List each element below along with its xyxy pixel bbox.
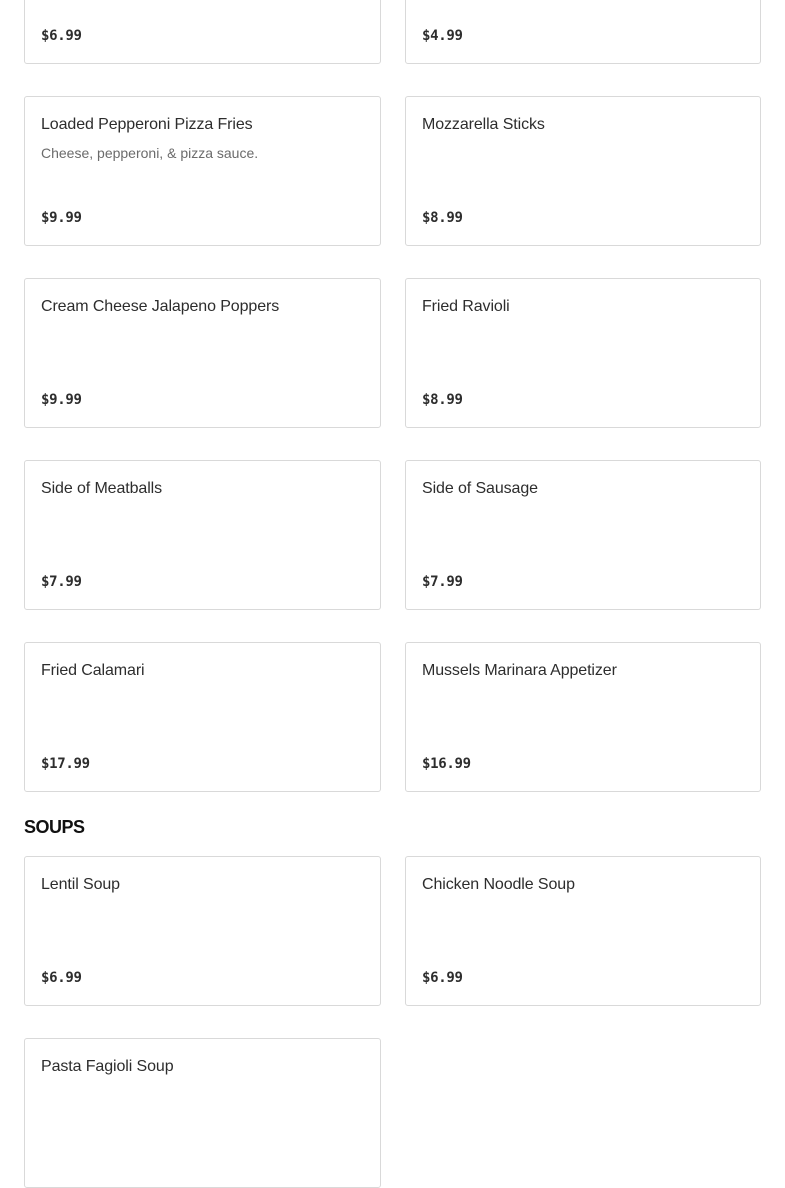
item-price: $7.99 (422, 574, 463, 590)
item-name: Lentil Soup (41, 876, 120, 893)
menu-item-card[interactable] (24, 460, 381, 610)
item-name: Fried Ravioli (422, 298, 510, 315)
menu-item-card[interactable] (24, 856, 381, 1006)
item-name: Cream Cheese Jalapeno Poppers (41, 298, 280, 315)
item-name: Loaded Pepperoni Pizza Fries (41, 116, 253, 133)
menu-item-card[interactable] (405, 96, 761, 246)
item-name: Side of Sausage (422, 480, 538, 497)
menu-item-card[interactable] (24, 642, 381, 792)
item-price: $17.99 (41, 756, 90, 772)
item-name: Mussels Marinara Appetizer (422, 662, 617, 679)
item-name: Pasta Fagioli Soup (41, 1058, 174, 1075)
item-price: $6.99 (422, 970, 463, 986)
menu-item-card[interactable] (405, 278, 761, 428)
menu-item-card[interactable] (24, 96, 381, 246)
item-price: $8.99 (422, 210, 463, 226)
menu-item-card[interactable] (24, 0, 381, 64)
menu-item-card[interactable] (405, 642, 761, 792)
item-price: $16.99 (422, 756, 471, 772)
item-description: Cheese, pepperoni, & pizza sauce. (41, 145, 259, 161)
item-name: Chicken Noodle Soup (422, 876, 575, 893)
menu-item-card[interactable] (405, 460, 761, 610)
menu-item-card[interactable] (405, 0, 761, 64)
menu-item-card[interactable] (24, 1038, 381, 1188)
item-price: $9.99 (41, 210, 82, 226)
menu-item-card[interactable] (24, 278, 381, 428)
item-name: Fried Calamari (41, 662, 145, 679)
item-price: $9.99 (41, 392, 82, 408)
item-price: $6.99 (41, 28, 82, 44)
item-price: $4.99 (422, 28, 463, 44)
menu-item-card[interactable] (405, 856, 761, 1006)
item-price: $8.99 (422, 392, 463, 408)
item-name: Mozzarella Sticks (422, 116, 545, 133)
section-title-soups: SOUPS (24, 817, 85, 837)
item-price: $7.99 (41, 574, 82, 590)
item-price: $6.99 (41, 970, 82, 986)
item-name: Side of Meatballs (41, 480, 163, 497)
